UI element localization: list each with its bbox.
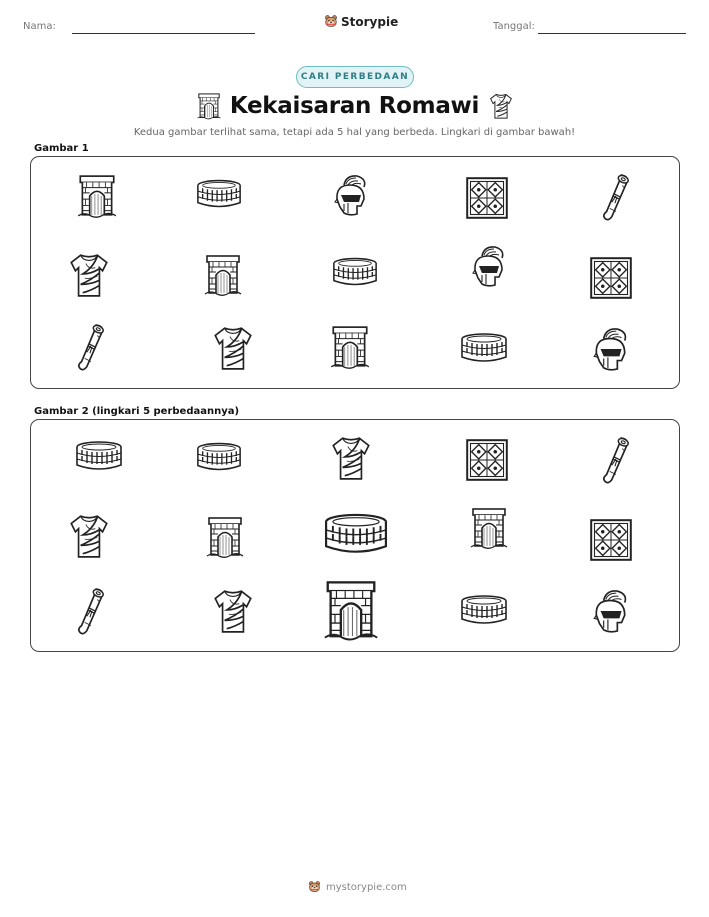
colosseum-icon[interactable]	[74, 440, 124, 472]
colosseum-icon[interactable]	[459, 332, 509, 364]
date-label: Tanggal:	[493, 21, 535, 32]
aqueduct-icon[interactable]	[469, 505, 509, 551]
brand-logo	[324, 14, 398, 29]
aqueduct-icon[interactable]	[76, 173, 118, 219]
aqueduct-icon[interactable]	[203, 252, 243, 298]
helmet-icon[interactable]	[468, 242, 508, 290]
toga-icon[interactable]	[68, 251, 110, 299]
brand-name: Storypie	[341, 14, 399, 29]
bear-icon	[308, 880, 321, 894]
footer-site[interactable]: mystorypie.com	[326, 881, 407, 893]
mosaic-icon[interactable]	[589, 256, 633, 300]
footer	[308, 880, 407, 894]
name-line[interactable]	[72, 33, 255, 34]
colosseum-icon[interactable]	[195, 178, 243, 210]
scroll-icon[interactable]	[73, 587, 111, 637]
page-title: Kekaisaran Romawi	[229, 93, 480, 119]
instructions: Kedua gambar terlihat sama, tetapi ada 5 hal yang berbeda. Lingkari di gambar bawah!	[133, 127, 576, 138]
panel-1-label: Gambar 1	[34, 143, 89, 154]
toga-icon	[488, 92, 514, 120]
helmet-icon[interactable]	[589, 325, 631, 373]
scroll-icon[interactable]	[598, 436, 636, 486]
toga-icon[interactable]	[330, 434, 372, 482]
colosseum-icon[interactable]	[322, 511, 390, 557]
colosseum-icon[interactable]	[331, 256, 379, 288]
scroll-icon[interactable]	[73, 323, 111, 373]
colosseum-icon[interactable]	[195, 441, 243, 473]
panel-2-label: Gambar 2 (lingkari 5 perbedaannya)	[34, 406, 240, 417]
toga-icon[interactable]	[68, 512, 110, 560]
bear-icon	[324, 14, 338, 29]
aqueduct-icon[interactable]	[205, 514, 245, 560]
colosseum-icon[interactable]	[459, 594, 509, 626]
aqueduct-icon[interactable]	[329, 324, 371, 370]
mosaic-icon[interactable]	[465, 438, 509, 482]
helmet-icon[interactable]	[589, 587, 631, 635]
aqueduct-icon[interactable]	[320, 578, 382, 642]
name-label: Nama:	[23, 21, 56, 32]
scroll-icon[interactable]	[598, 173, 636, 223]
toga-icon[interactable]	[212, 324, 254, 372]
date-line[interactable]	[538, 33, 686, 34]
helmet-icon[interactable]	[330, 172, 370, 218]
mosaic-icon[interactable]	[465, 176, 509, 220]
toga-icon[interactable]	[212, 587, 254, 635]
activity-badge: CARI PERBEDAAN	[296, 66, 414, 88]
mosaic-icon[interactable]	[589, 518, 633, 562]
